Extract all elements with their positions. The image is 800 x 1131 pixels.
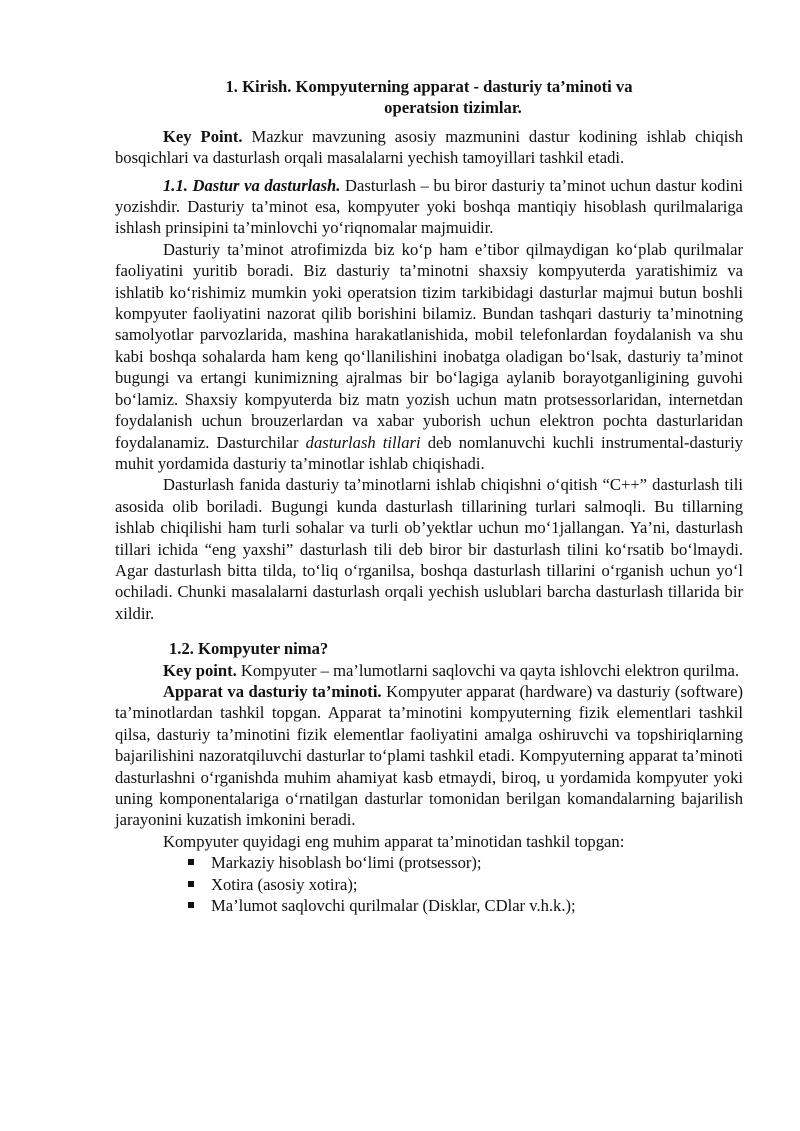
section-1-2-keypoint-paragraph <box>115 660 743 681</box>
section-1-2-keypoint-label: Key point. <box>163 660 237 680</box>
title-line-1: 1. Kirish. Kompyuterning apparat - dasturiy ta’minoti va <box>225 77 633 96</box>
page-title <box>115 76 743 119</box>
section-1-2-heading: 1.2. Kompyuter nima? <box>169 639 329 659</box>
list-item <box>115 895 743 916</box>
section-1-2-keypoint-text: Kompyuter – ma’lumotlarni saqlovchi va qayta ishlovchi elektron qurilma. <box>236 660 740 680</box>
bullet-square-icon <box>188 881 194 887</box>
section-1-1-heading: 1.1. Dastur va dasturlash. <box>163 175 341 195</box>
apparat-label: Apparat va dasturiy ta’minoti. <box>163 681 382 701</box>
section-1-1-italic-term: dasturlash tillari <box>305 432 421 452</box>
list-item <box>115 852 743 873</box>
list-item <box>115 874 743 895</box>
apparat-paragraph <box>115 681 743 831</box>
section-1-1-text-1: Dasturlash – bu biror dasturiy ta’minot uchun dastur kodini yozishdir. Dasturiy ta’minot esa, kompyuter yoki boshqa mantiqiy hisoblash qurilmalariga ishlash prinsipini ta’minlovchi yo‘riqnomalar majmuidir. <box>115 175 743 238</box>
section-1-1-text-2a: Dasturiy ta’minot atrofimizda biz ko‘p ham e’tibor qilmaydigan ko‘plab qurilmalar faoliyatini yuritib boradi. Biz dasturiy ta’minotni shaxsiy kompyuterda yaratishimiz va ishlatib ko‘rishimiz mumkin yoki operatsion tizim tarkibidagi dasturlar majmui butun boshli kompyuter faoliyatini nazorat qilib borishini bilamiz. Bundan tashqari dasturiy ta’minotning samolyotlar parvozlarida, mashina harakatlanishida, mobil telefonlardan foydalanish va shu kabi boshqa sohalarda ham keng qo‘llanilishini inobatga oladigan bo‘lsak, dasturiy ta’minot bugungi va ertangi kunimizning ajralmas bir bo‘lagiga aylanib borayotganligining guvohi bo‘lamiz. Shaxsiy kompyuterda biz matn yozish uchun matn protsessorlaridan, internetdan foydalanish uchun brouzerlardan va xabar yuborish uchun elektron pochta dasturlaridan foydalanamiz. Dasturchilar <box>115 239 743 452</box>
section-1-1-text-2b: deb nomlanuvchi kuchli instrumental-dasturiy muhit yordamida dasturiy ta’minotlar ishlab chiqishadi. <box>115 432 743 473</box>
apparat-text: Kompyuter apparat (hardware) va dasturiy (software) ta’minotlardan tashkil topgan. Apparat ta’minotini kompyuterning fizik elementlari tashkil qilsa, dasturiy ta’minotini fizik elementlar faoliyatini amalga oshiruvchi va topshiriqlarning bajarilishini nazoratqiluvchi dasturlar to‘plami tashkil etadi. Kompyuterning apparat ta’minoti dasturlashni o‘rganishda muhim ahamiyat kasb etmaydi, biroq, u yordamida kompyuter yoki uning komponentalariga o‘rnatilgan dasturlar tomonidan berilgan komandalarning bajarilish jarayonini kuzatish imkonini beradi. <box>115 681 743 830</box>
intro-text: Mazkur mavzuning asosiy mazmunini dastur kodining ishlab chiqish bosqichlari va dasturlash orqali masalalarni yechish tamoyillari tashkil etadi. <box>115 126 743 168</box>
section-1-1-paragraph-3: Dasturlash fanida dasturiy ta’minotlarni ishlab chiqishni o‘qitish “C++” dasturlash tili asosida olib boriladi. Bugungi kunda dasturlash tillarining turlari salmoqli. Bu tillarning ishlab chiqilishi ham turli sohalar va turli ob’yektlar uchun mo‘1jallangan. Ya’ni, dasturlash tillari ichida “eng yaxshi” dasturlash tili deb biror bir dasturlash tilini ko‘rsatib bo‘lmaydi. Agar dasturlash bitta tilda, to‘liq o‘rganilsa, boshqa dasturlash tillarini o‘rganish uchun yo‘l ochiladi. Chunki masalalarni dasturlash orqali yechish uslublari barcha dasturlash tillarida bir xildir. <box>115 475 743 623</box>
document-page <box>115 76 743 916</box>
list-intro: Kompyuter quyidagi eng muhim apparat ta’minotidan tashkil topgan: <box>163 831 625 851</box>
intro-keypoint-label: Key Point. <box>163 126 243 146</box>
hardware-list <box>115 852 743 916</box>
title-line-2: operatsion tizimlar. <box>384 98 522 118</box>
bullet-square-icon <box>188 902 194 908</box>
section-1-1-paragraph-2 <box>115 239 743 474</box>
section-1-1-paragraph-1 <box>115 175 743 239</box>
list-item-text: Ma’lumot saqlovchi qurilmalar (Disklar, CDlar v.h.k.); <box>211 896 576 916</box>
list-item-text: Markaziy hisoblash bo‘limi (protsessor); <box>211 853 482 873</box>
intro-paragraph <box>115 126 743 169</box>
list-item-text: Xotira (asosiy xotira); <box>211 874 358 894</box>
bullet-square-icon <box>188 859 194 865</box>
